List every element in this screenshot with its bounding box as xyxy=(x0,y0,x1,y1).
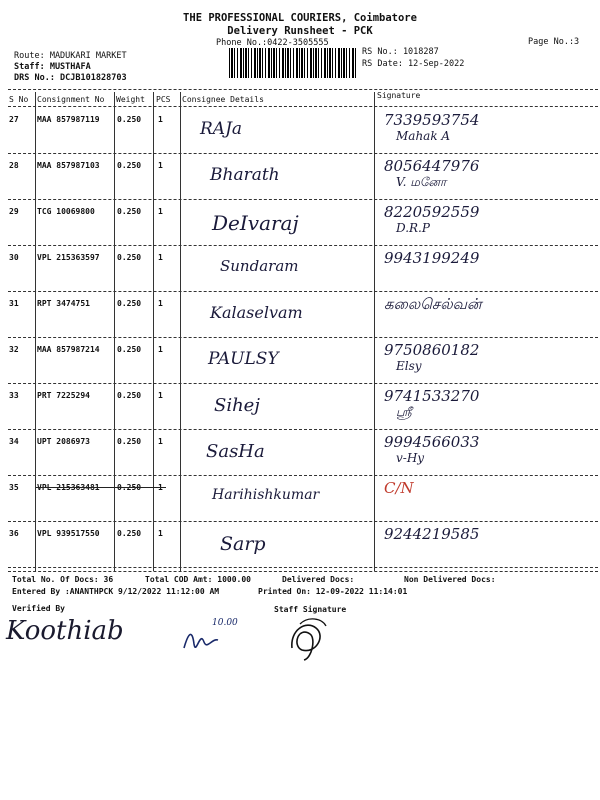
col-consignee: Consignee Details xyxy=(182,95,264,104)
row-sno: 29 xyxy=(9,207,19,216)
col-signature: Signature xyxy=(377,91,421,100)
entered-by: Entered By :ANANTHPCK 9/12/2022 11:12:00 AM xyxy=(12,587,220,596)
row-divider xyxy=(8,199,598,200)
row-weight: 0.250 xyxy=(117,253,142,262)
row-consignee-name: SasHa xyxy=(206,441,265,462)
row-divider xyxy=(8,429,598,430)
total-cod: Total COD Amt: 1000.00 xyxy=(145,575,251,584)
row-divider xyxy=(8,521,598,522)
row-sno: 35 xyxy=(9,483,19,492)
row-consignee-name: Sihej xyxy=(214,395,260,416)
row-consignment: VPL 939517550 xyxy=(37,529,100,538)
table-bottom-line xyxy=(8,571,598,572)
row-signature: 9244219585 xyxy=(384,525,480,543)
col-separator xyxy=(114,92,115,571)
row-signature-note: Mahak A xyxy=(396,129,451,143)
row-pcs: 1 xyxy=(158,299,163,308)
rs-number: RS No.: 1018287 xyxy=(362,47,439,57)
staff-initial-scribble xyxy=(182,626,222,656)
row-pcs: 1 xyxy=(158,437,163,446)
row-consignee-name: Bharath xyxy=(210,165,280,185)
row-pcs: 1 xyxy=(158,345,163,354)
row-signature: 9943199249 xyxy=(384,249,480,267)
row-signature: 9741533270 xyxy=(384,387,480,405)
staff: Staff: MUSTHAFA xyxy=(14,62,91,72)
row-consignment: MAA 857987103 xyxy=(37,161,100,170)
col-pcs: PCS xyxy=(156,95,171,104)
row-divider xyxy=(8,567,598,568)
row-consignee-name: PAULSY xyxy=(208,349,279,369)
row-divider xyxy=(8,245,598,246)
row-sno: 28 xyxy=(9,161,19,170)
row-divider xyxy=(8,337,598,338)
header-bottom-line xyxy=(8,106,598,107)
row-weight: 0.250 xyxy=(117,529,142,538)
row-signature: 9750860182 xyxy=(384,341,480,359)
runsheet-subtitle: Delivery Runsheet - PCK xyxy=(227,25,373,37)
col-sno: S No xyxy=(9,95,29,104)
barcode-image xyxy=(229,48,357,78)
row-divider xyxy=(8,291,598,292)
row-signature: கலைசெல்வன் xyxy=(384,295,482,313)
row-signature: 8056447976 xyxy=(384,157,480,175)
company-title: THE PROFESSIONAL COURIERS, Coimbatore xyxy=(183,12,417,24)
row-pcs: 1 xyxy=(158,115,163,124)
row-consignee-name: Harihishkumar xyxy=(212,487,320,503)
row-pcs: 1 xyxy=(158,483,163,492)
row-sno: 34 xyxy=(9,437,19,446)
row-consignee-name: Kalaselvam xyxy=(210,303,303,322)
col-separator xyxy=(153,92,154,571)
delivered-docs: Delivered Docs: xyxy=(282,575,355,584)
row-pcs: 1 xyxy=(158,207,163,216)
row-consignment: RPT 3474751 xyxy=(37,299,90,308)
header-top-line xyxy=(8,89,598,90)
row-weight: 0.250 xyxy=(117,161,142,170)
row-consignee-name: DeIvaraj xyxy=(212,211,299,235)
row-signature-note: Elsy xyxy=(396,359,422,373)
row-signature: 7339593754 xyxy=(384,111,480,129)
row-consignee-name: Sarp xyxy=(220,533,266,555)
row-divider xyxy=(8,153,598,154)
row-signature-note: D.R.P xyxy=(396,221,430,235)
row-pcs: 1 xyxy=(158,161,163,170)
row-sno: 36 xyxy=(9,529,19,538)
col-separator xyxy=(374,92,375,571)
row-divider xyxy=(8,383,598,384)
row-consignee-name: Sundaram xyxy=(220,257,299,275)
row-signature: C/N xyxy=(384,479,414,497)
row-consignment: VPL 215363481 xyxy=(37,483,100,492)
row-divider xyxy=(8,475,598,476)
row-sno: 27 xyxy=(9,115,19,124)
row-signature-note: v-Hy xyxy=(396,451,425,465)
row-consignment: MAA 857987214 xyxy=(37,345,100,354)
row-consignment: TCG 10069800 xyxy=(37,207,95,216)
phone-number: Phone No.:0422-3505555 xyxy=(216,38,329,48)
row-strikethrough xyxy=(36,487,166,488)
time-signature: 10.00 xyxy=(212,618,238,628)
row-sno: 30 xyxy=(9,253,19,262)
row-consignment: VPL 215363597 xyxy=(37,253,100,262)
row-pcs: 1 xyxy=(158,391,163,400)
row-consignment: UPT 2086973 xyxy=(37,437,90,446)
staff-signature-scribble xyxy=(286,614,330,662)
col-separator xyxy=(180,92,181,571)
route: Route: MADUKARI MARKET xyxy=(14,51,127,61)
row-weight: 0.250 xyxy=(117,391,142,400)
row-pcs: 1 xyxy=(158,253,163,262)
non-delivered-docs: Non Delivered Docs: xyxy=(404,575,496,584)
row-weight: 0.250 xyxy=(117,483,142,492)
col-weight: Weight xyxy=(116,95,145,104)
total-docs: Total No. Of Docs: 36 xyxy=(12,575,114,584)
row-weight: 0.250 xyxy=(117,437,142,446)
col-consignment: Consignment No xyxy=(37,95,105,104)
verified-signature: Koothiab xyxy=(6,616,124,646)
printed-on: Printed On: 12-09-2022 11:14:01 xyxy=(258,587,408,596)
rs-date: RS Date: 12-Sep-2022 xyxy=(362,59,465,69)
row-sno: 31 xyxy=(9,299,19,308)
row-sno: 32 xyxy=(9,345,19,354)
row-pcs: 1 xyxy=(158,529,163,538)
verified-by-label: Verified By xyxy=(12,604,65,613)
staff-signature-label: Staff Signature xyxy=(274,605,347,614)
row-signature-note: V. மனோ xyxy=(396,175,447,189)
page-number: Page No.:3 xyxy=(528,37,580,47)
row-consignee-name: RAJa xyxy=(200,119,243,139)
col-separator xyxy=(35,92,36,571)
row-consignment: MAA 857987119 xyxy=(37,115,100,124)
row-weight: 0.250 xyxy=(117,299,142,308)
row-weight: 0.250 xyxy=(117,345,142,354)
row-consignment: PRT 7225294 xyxy=(37,391,90,400)
row-signature-note: ஸ்ரீ xyxy=(396,405,412,419)
row-signature: 9994566033 xyxy=(384,433,480,451)
row-weight: 0.250 xyxy=(117,207,142,216)
drs-number: DRS No.: DCJB101828703 xyxy=(14,73,127,83)
row-weight: 0.250 xyxy=(117,115,142,124)
row-sno: 33 xyxy=(9,391,19,400)
row-signature: 8220592559 xyxy=(384,203,480,221)
